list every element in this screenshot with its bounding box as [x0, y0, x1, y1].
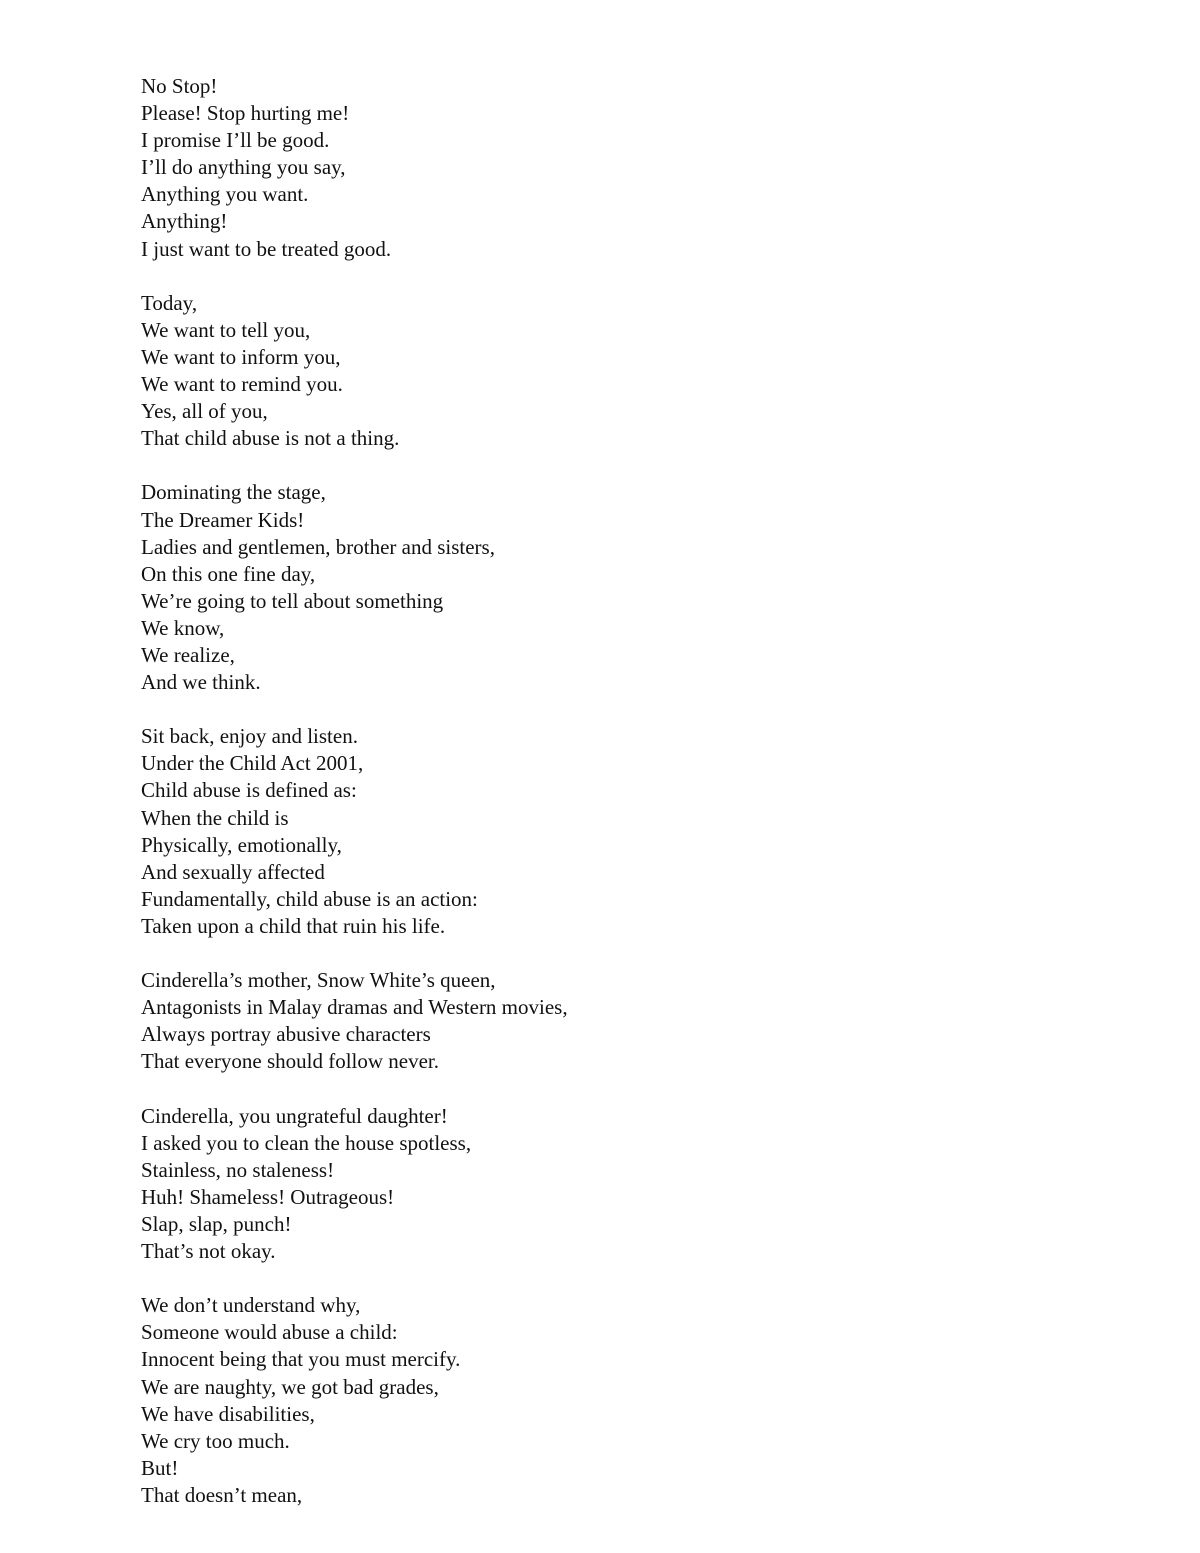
poem-line: That’s not okay.: [141, 1239, 276, 1264]
poem-line: That everyone should follow never.: [141, 1049, 439, 1074]
stanza: [141, 967, 1121, 1075]
poem-line: We want to remind you.: [141, 372, 343, 397]
poem-line: Slap, slap, punch!: [141, 1211, 292, 1236]
poem-line: We want to tell you,: [141, 317, 311, 342]
poem-line: Dominating the stage,: [141, 480, 326, 505]
poem-line: Cinderella, you ungrateful daughter!: [141, 1103, 448, 1128]
poem-line: Someone would abuse a child:: [141, 1320, 398, 1345]
poem-line: And sexually affected: [141, 859, 325, 884]
stanza: [141, 73, 1121, 263]
poem-line: We know,: [141, 615, 225, 640]
poem-line: Stainless, no staleness!: [141, 1157, 335, 1182]
poem-line: And we think.: [141, 670, 261, 695]
poem-line: We’re going to tell about something: [141, 588, 444, 613]
poem-line: I’ll do anything you say,: [141, 155, 346, 180]
poem-line: That child abuse is not a thing.: [141, 426, 400, 451]
poem-line: On this one fine day,: [141, 561, 316, 586]
poem-line: That doesn’t mean,: [141, 1482, 303, 1507]
poem-line: We cry too much.: [141, 1428, 290, 1453]
poem-line: Huh! Shameless! Outrageous!: [141, 1184, 395, 1209]
poem-line: Innocent being that you must mercify.: [141, 1347, 461, 1372]
poem-line: We realize,: [141, 642, 235, 667]
poem-line: Antagonists in Malay dramas and Western movies,: [141, 995, 568, 1020]
poem-text: [141, 73, 1121, 1536]
poem-line: I just want to be treated good.: [141, 236, 392, 261]
stanza: [141, 723, 1121, 940]
poem-line: No Stop!: [141, 74, 218, 98]
poem-line: Physically, emotionally,: [141, 832, 342, 857]
poem-line: We have disabilities,: [141, 1401, 315, 1426]
poem-line: Child abuse is defined as:: [141, 778, 357, 803]
poem-line: Fundamentally, child abuse is an action:: [141, 886, 478, 911]
poem-line: Yes, all of you,: [141, 399, 268, 424]
poem-line: Taken upon a child that ruin his life.: [141, 913, 446, 938]
poem-line: The Dreamer Kids!: [141, 507, 305, 532]
poem-line: Ladies and gentlemen, brother and sisters,: [141, 534, 495, 559]
poem-line: Under the Child Act 2001,: [141, 751, 364, 776]
poem-line: Anything!: [141, 209, 228, 234]
stanza: [141, 290, 1121, 453]
poem-line: We are naughty, we got bad grades,: [141, 1374, 439, 1399]
poem-line: Cinderella’s mother, Snow White’s queen,: [141, 968, 496, 993]
poem-line: We don’t understand why,: [141, 1293, 361, 1318]
poem-line: Today,: [141, 290, 198, 315]
poem-line: We want to inform you,: [141, 344, 341, 369]
poem-line: Anything you want.: [141, 182, 309, 207]
poem-line: Always portray abusive characters: [141, 1022, 431, 1047]
stanza: [141, 1292, 1121, 1509]
poem-line: But!: [141, 1455, 179, 1480]
stanza: [141, 1103, 1121, 1266]
stanza: [141, 479, 1121, 696]
poem-line: Please! Stop hurting me!: [141, 101, 350, 126]
poem-line: I asked you to clean the house spotless,: [141, 1130, 472, 1155]
poem-line: Sit back, enjoy and listen.: [141, 724, 358, 749]
poem-line: When the child is: [141, 805, 289, 830]
poem-line: I promise I’ll be good.: [141, 128, 330, 153]
